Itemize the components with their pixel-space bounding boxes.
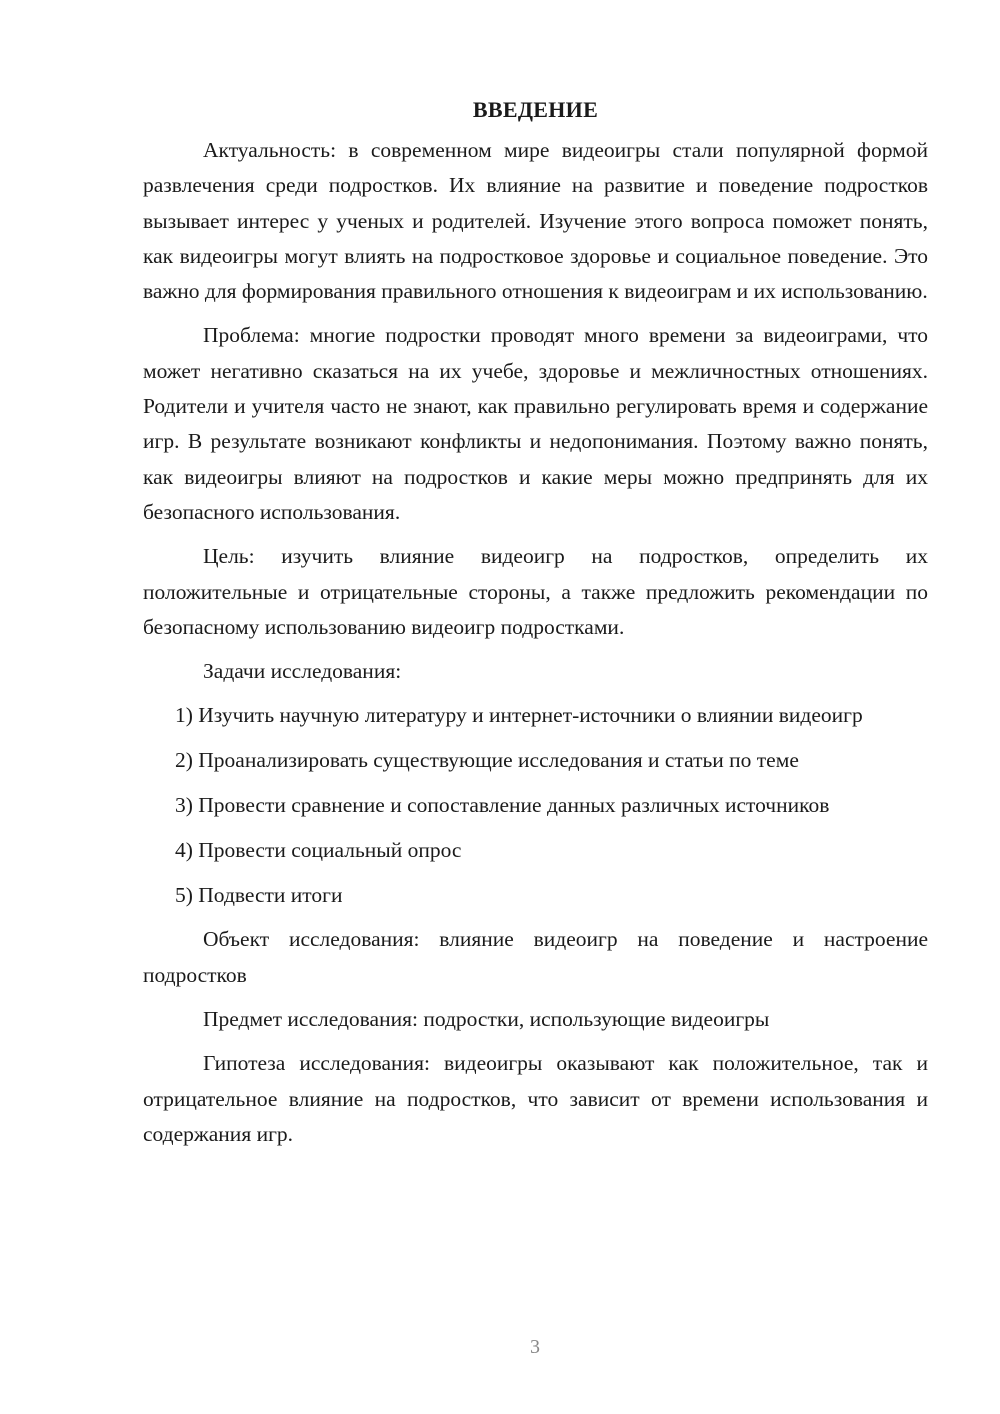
- list-item: 1) Изучить научную литературу и интернет-источники о влиянии видеоигр: [175, 703, 863, 728]
- paragraph-goal: Цель: изучить влияние видеоигр на подростков, определить их положительные и отрицательные стороны, а также предложить рекомендации по безопасному использованию видеоигр подростками.: [143, 544, 928, 639]
- page-number: 3: [530, 1336, 540, 1358]
- paragraph-subject: Предмет исследования: подростки, использующие видеоигры: [203, 1007, 770, 1032]
- list-item: 5) Подвести итоги: [175, 882, 343, 907]
- paragraph-relevance: Актуальность: в современном мире видеоигры стали популярной формой развлечения среди подростков. Их влияние на развитие и поведение подростков вызывает интерес у ученых и родителей. Изучение этого вопроса поможет понять, как видеоигры могут влиять на подростковое здоровье и социальное поведение. Это важно для формирования правильного отношения к видеоиграм и их использованию.: [143, 138, 928, 304]
- paragraph-object: Объект исследования: влияние видеоигр на поведение и настроение подростков: [143, 927, 928, 987]
- list-item: 4) Провести социальный опрос: [175, 837, 462, 862]
- page-title: ВВЕДЕНИЕ: [472, 97, 599, 122]
- tasks-list: [143, 698, 928, 912]
- list-item: 3) Провести сравнение и сопоставление данных различных источников: [175, 793, 830, 818]
- paragraph-hypothesis: Гипотеза исследования: видеоигры оказывают как положительное, так и отрицательное влияние на подростков, что зависит от времени использования и содержания игр.: [143, 1051, 928, 1146]
- document-page: [143, 92, 928, 1161]
- list-item: 2) Проанализировать существующие исследования и статьи по теме: [175, 748, 799, 773]
- paragraph-problem: Проблема: многие подростки проводят много времени за видеоиграми, что может негативно сказаться на их учебе, здоровье и межличностных отношениях. Родители и учителя часто не знают, как правильно регулировать время и содержание игр. В результате возникают конфликты и недопонимания. Поэтому важно понять, как видеоигры влияют на подростков и какие меры можно предпринять для их безопасного использования.: [143, 323, 928, 524]
- tasks-heading: Задачи исследования:: [203, 659, 402, 684]
